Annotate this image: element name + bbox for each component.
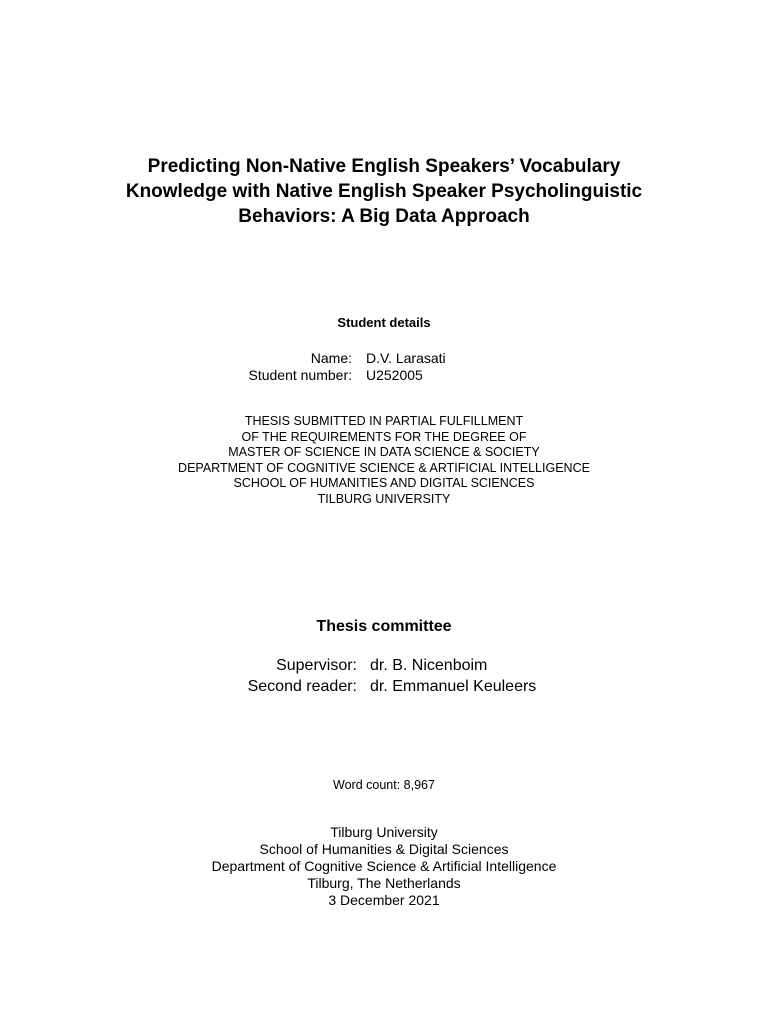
submission-line: THESIS SUBMITTED IN PARTIAL FULFILLMENT <box>244 414 524 428</box>
student-name-value: D.V. Larasati <box>366 350 446 366</box>
submission-date: 3 December 2021 <box>328 892 440 908</box>
supervisor-row <box>0 655 768 676</box>
submission-statement <box>0 414 768 507</box>
supervisor-label: Supervisor: <box>276 657 357 674</box>
student-details-heading: Student details <box>337 315 431 330</box>
second-reader-row <box>0 676 768 697</box>
thesis-title-line-2: Knowledge with Native English Speaker Psycholinguistic <box>125 181 643 202</box>
student-name-row <box>0 349 768 367</box>
second-reader-value: dr. Emmanuel Keuleers <box>370 678 537 695</box>
supervisor-value: dr. B. Nicenboim <box>370 657 488 674</box>
affiliation-line: Tilburg University <box>330 824 438 840</box>
student-number-label: Student number: <box>248 367 352 383</box>
submission-line: MASTER OF SCIENCE IN DATA SCIENCE & SOCIETY <box>228 445 540 459</box>
student-number-row <box>0 366 768 384</box>
affiliation-line: Tilburg, The Netherlands <box>307 875 461 891</box>
word-count-text: Word count: 8,967 <box>333 778 435 792</box>
thesis-committee-heading: Thesis committee <box>316 618 452 635</box>
word-count <box>0 777 768 793</box>
affiliation-line: Department of Cognitive Science & Artificial Intelligence <box>211 858 557 874</box>
thesis-title <box>40 154 728 229</box>
affiliation-line: School of Humanities & Digital Sciences <box>259 841 509 857</box>
affiliation-block <box>0 824 768 909</box>
thesis-title-line-3: Behaviors: A Big Data Approach <box>238 206 530 227</box>
submission-line: TILBURG UNIVERSITY <box>317 491 451 506</box>
thesis-title-line-1: Predicting Non-Native English Speakers’ Vocabulary <box>147 156 621 177</box>
student-name-label: Name: <box>310 350 352 366</box>
submission-line: DEPARTMENT OF COGNITIVE SCIENCE & ARTIFICIAL INTELLIGENCE <box>178 460 590 475</box>
submission-line: SCHOOL OF HUMANITIES AND DIGITAL SCIENCES <box>233 476 535 490</box>
second-reader-label: Second reader: <box>247 678 357 695</box>
student-number-value: U252005 <box>366 367 423 383</box>
submission-line: OF THE REQUIREMENTS FOR THE DEGREE OF <box>241 429 527 444</box>
